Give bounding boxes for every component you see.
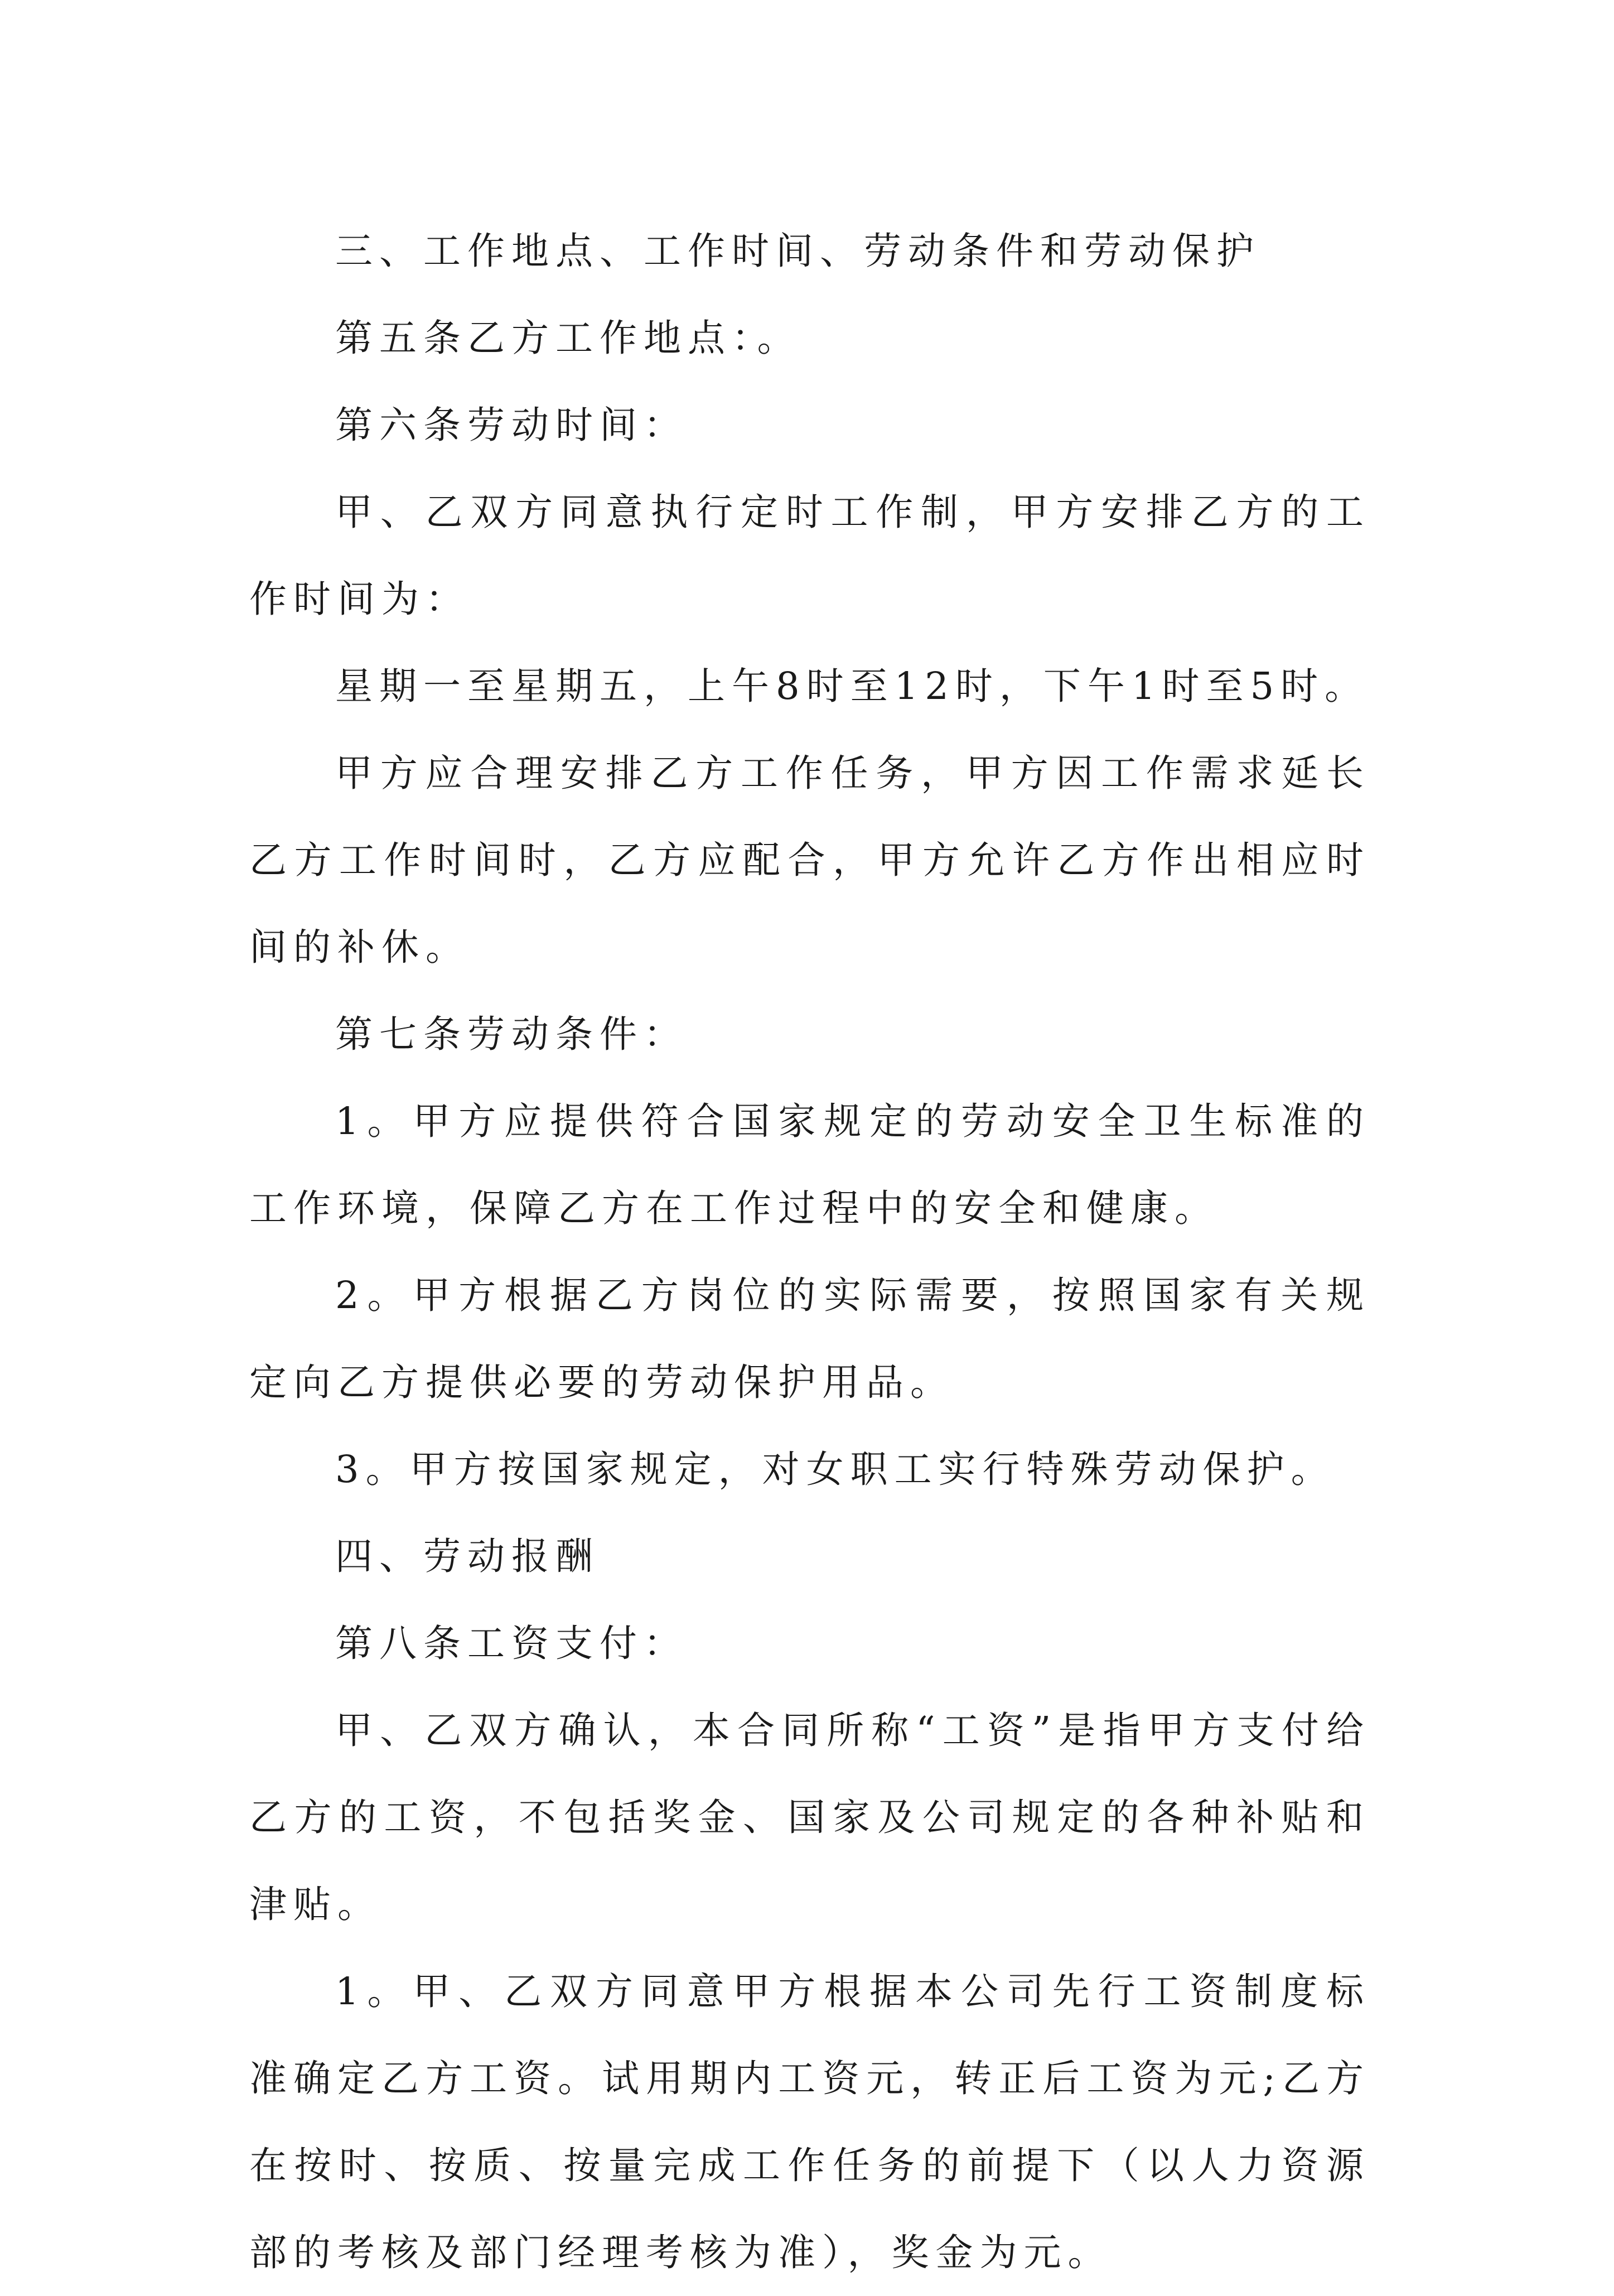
article-6-heading: 第六条劳动时间： [335, 403, 688, 447]
article-6-paragraph-1: 甲、乙双方同意执行定时工作制，甲方安排乙方的工作时间为： [249, 490, 1370, 621]
article-7-item-3: 3。甲方按国家规定，对女职工实行特殊劳动保护。 [335, 1448, 1335, 1491]
article-8-paragraph-1: 甲、乙双方确认，本合同所称“工资”是指甲方支付给乙方的工资，不包括奖金、国家及公司规定的各种补贴和津贴。 [249, 1709, 1370, 1926]
article-6-schedule: 星期一至星期五，上午8时至12时，下午1时至5时。 [335, 664, 1369, 708]
article-7-item-1: 1。甲方应提供符合国家规定的劳动安全卫生标准的工作环境，保障乙方在工作过程中的安全和健康。 [249, 1099, 1370, 1230]
article-7-heading: 第七条劳动条件： [335, 1012, 688, 1056]
document-body [249, 208, 1370, 2296]
article-5-work-location: 第五条乙方工作地点：。 [335, 316, 801, 360]
article-6-paragraph-2: 甲方应合理安排乙方工作任务，甲方因工作需求延长乙方工作时间时，乙方应配合，甲方允许乙方作出相应时间的补休。 [249, 751, 1370, 969]
article-7-item-2: 2。甲方根据乙方岗位的实际需要，按照国家有关规定向乙方提供必要的劳动保护用品。 [249, 1274, 1370, 1404]
article-8-item-1: 1。甲、乙双方同意甲方根据本公司先行工资制度标准确定乙方工资。试用期内工资元，转正后工资为元;乙方在按时、按质、按量完成工作任务的前提下（以人力资源部的考核及部门经理考核为准），奖金为元。 [249, 1970, 1370, 2274]
section-heading-4: 四、劳动报酬 [335, 1535, 600, 1578]
article-8-heading: 第八条工资支付： [335, 1622, 688, 1665]
section-heading-3: 三、工作地点、工作时间、劳动条件和劳动保护 [335, 229, 1260, 273]
